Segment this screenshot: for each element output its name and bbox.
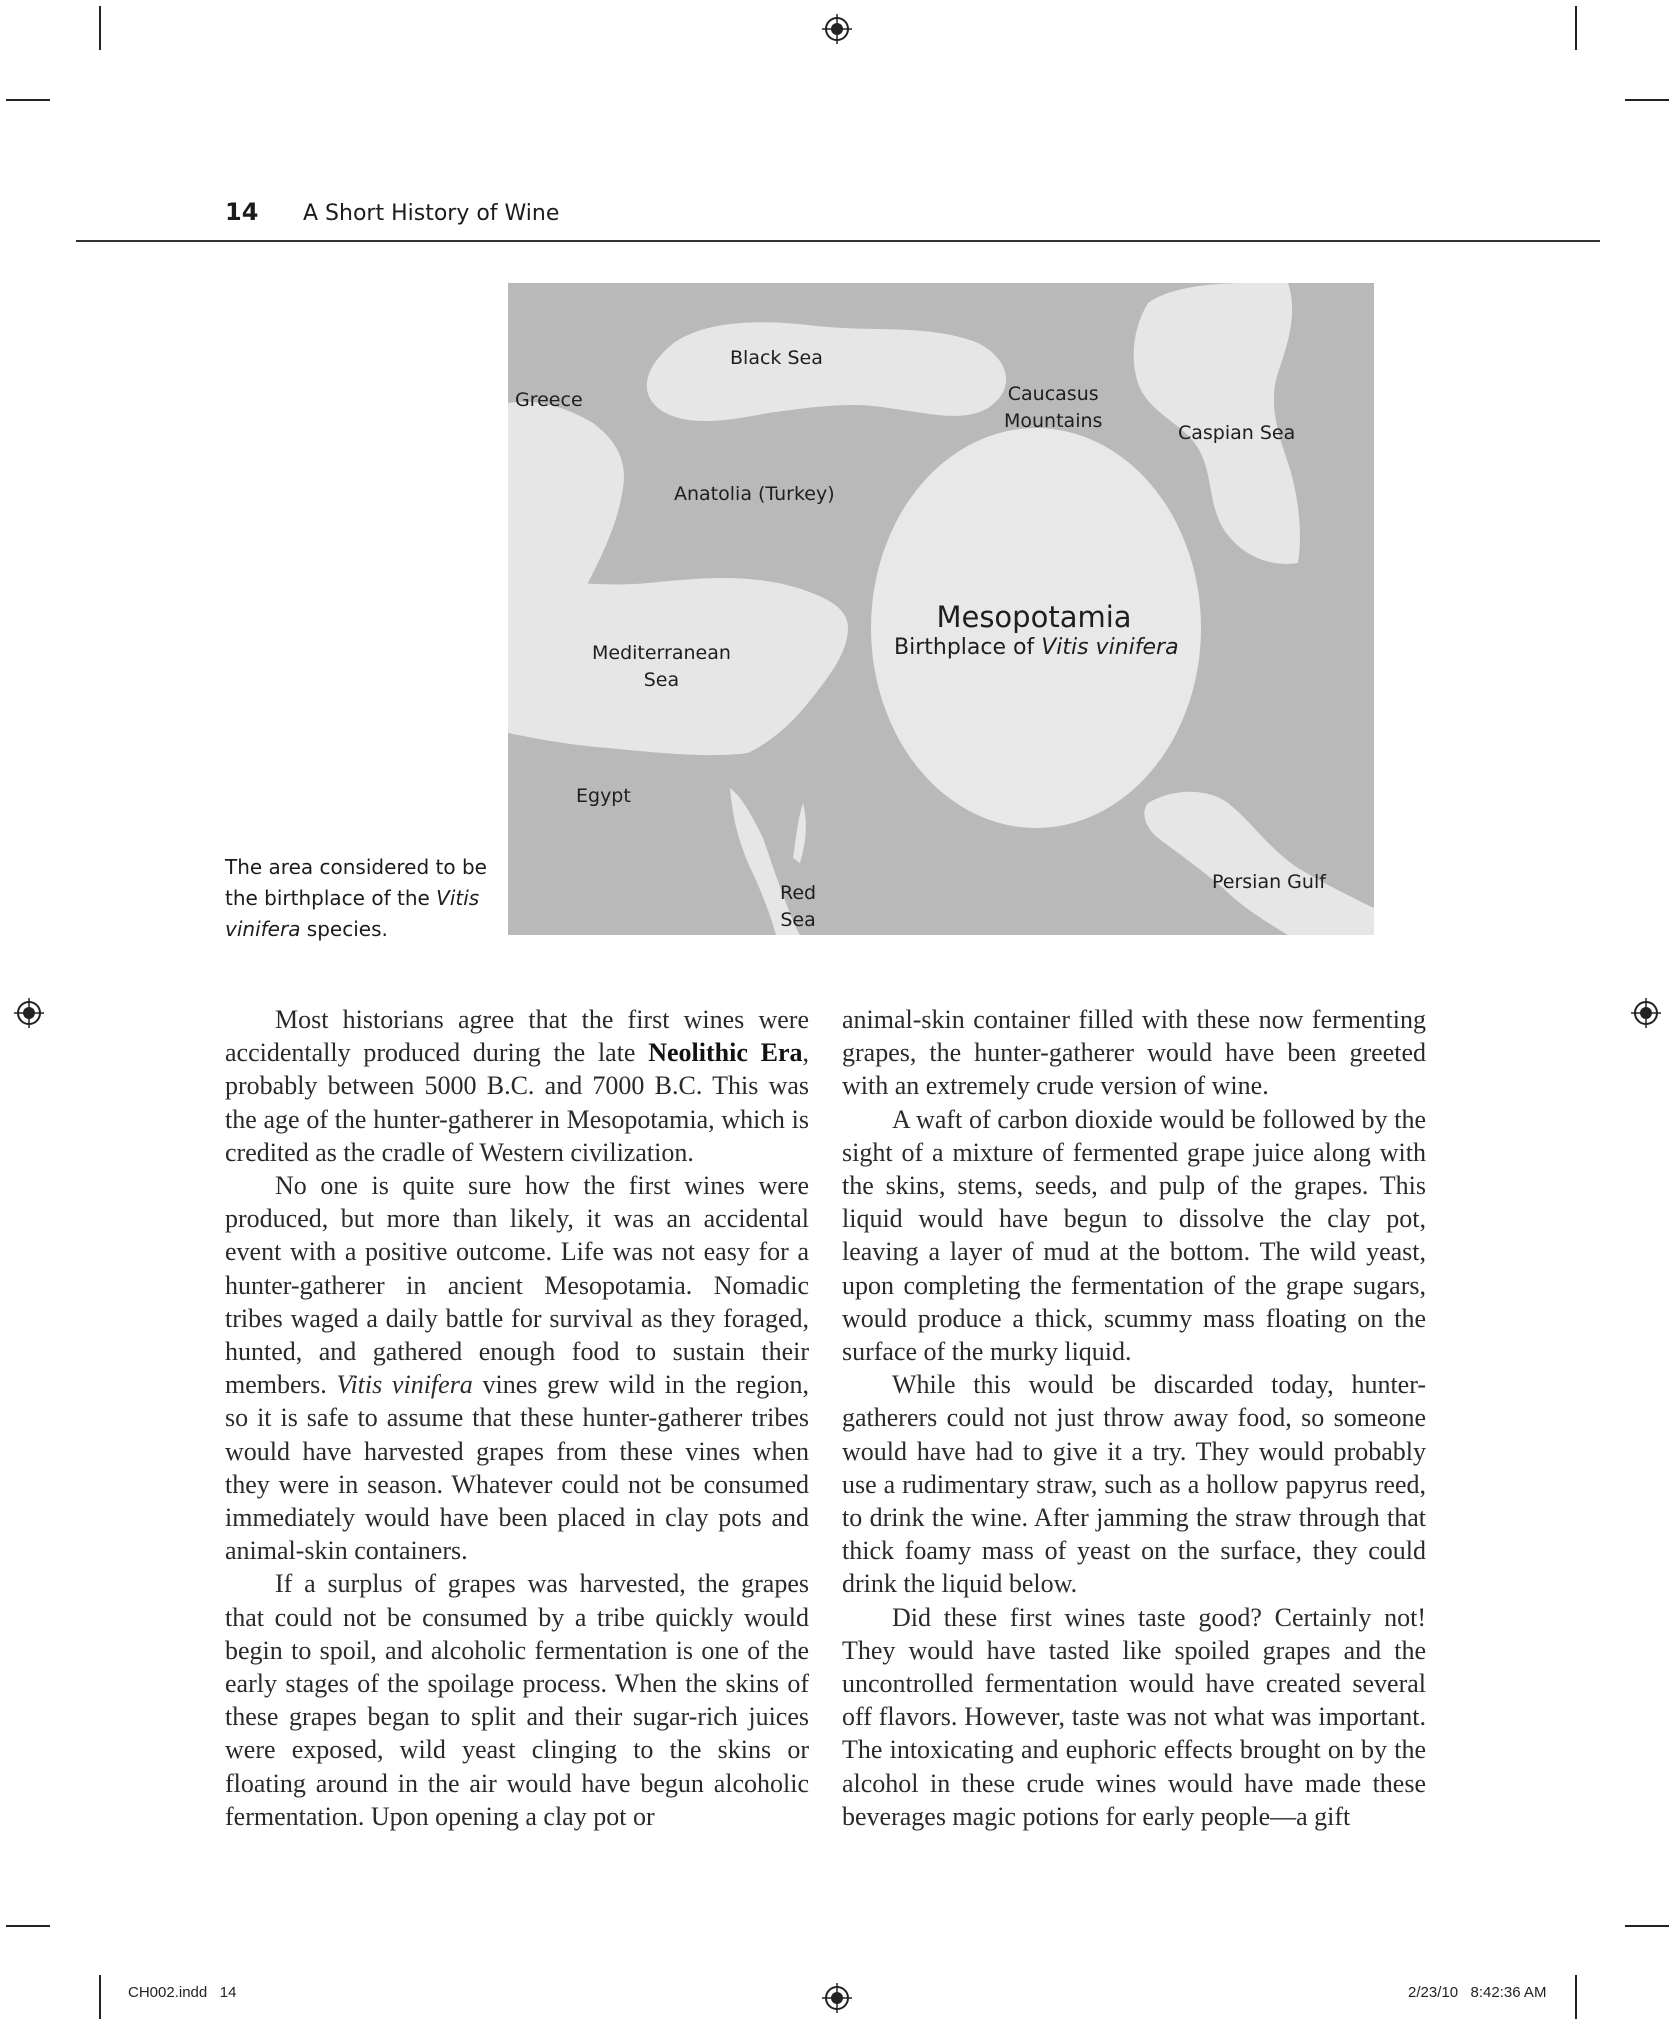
mesopotamia-title: Mesopotamia <box>936 600 1132 634</box>
header-rule <box>76 240 1600 242</box>
caption-species: Vitis vinifera <box>225 886 480 941</box>
registration-mark-icon <box>822 14 852 44</box>
paragraph: Most historians agree that the first wines were accidentally produced during the late Neolithic Era, probably between 5000 B.C. and 7000 B.C. This was the age of the hunter-gatherer in Mesopotamia, which is credited as the cradle of Western civilization. <box>225 1005 809 1167</box>
crop-mark <box>99 6 101 50</box>
mesopotamia-map <box>508 283 1374 935</box>
term-neolithic-era: Neolithic Era <box>648 1038 803 1068</box>
body-column-right <box>842 1003 1426 1833</box>
crop-mark <box>6 1925 50 1927</box>
page-number: 14 <box>225 198 259 226</box>
mesopotamia-subtitle: Birthplace of Vitis vinifera <box>894 635 1179 660</box>
label-caucasus-mountains: Caucasus Mountains <box>1004 383 1103 432</box>
crop-mark <box>99 1975 101 2019</box>
label-greece: Greece <box>515 389 583 411</box>
slug-file: CH002.indd 14 <box>128 1984 237 2001</box>
paragraph: animal-skin container filled with these now fermenting grapes, the hunter-gatherer would have been greeted with an extremely crude version of wine. <box>842 1005 1426 1101</box>
paragraph: If a surplus of grapes was harvested, the grapes that could not be consumed by a tribe quickly would begin to spoil, and alcoholic fermentation is one of the early stages of the spoilage process. When the skins of these grapes began to split and their sugar-rich juices were exposed, wild yeast clinging to the skins or floating around in the air would have begun alcoholic fermentation. Upon opening a clay pot or <box>225 1569 809 1831</box>
paragraph: While this would be discarded today, hunter-gatherers could not just throw away food, so someone would have had to give it a try. They would probably use a rudimentary straw, such as a hollow papyrus reed, to drink the wine. After jamming the straw through that thick foamy mass of yeast on the surface, they could drink the liquid below. <box>842 1370 1426 1599</box>
paragraph: A waft of carbon dioxide would be followed by the sight of a mixture of fermented grape juice along with the skins, stems, seeds, and pulp of the grapes. This liquid would have begun to dissolve the clay pot, leaving a layer of mud at the bottom. The wild yeast, upon completing the fermentation of the grape sugars, would produce a thick, scummy mass floating on the surface of the murky liquid. <box>842 1104 1426 1367</box>
crop-mark <box>1575 1975 1577 2019</box>
label-mesopotamia <box>894 600 1179 662</box>
label-anatolia: Anatolia (Turkey) <box>674 483 835 505</box>
label-egypt: Egypt <box>576 785 631 807</box>
label-red-sea: Red Sea <box>780 882 817 931</box>
paragraph: Did these first wines taste good? Certainly not! They would have tasted like spoiled grapes and the uncontrolled fermentation would have created several off flavors. However, taste was not what was important. The intoxicating and euphoric effects brought on by the alcohol in these crude wines would have made these beverages magic potions for early people—a gift <box>842 1602 1426 1831</box>
label-black-sea: Black Sea <box>730 347 823 369</box>
body-column-left <box>225 1003 809 1833</box>
book-title: A Short History of Wine <box>303 201 560 226</box>
crop-mark <box>1625 1925 1669 1927</box>
slug-timestamp: 2/23/10 8:42:36 AM <box>1408 1984 1547 2001</box>
label-mediterranean-sea: Mediterranean Sea <box>592 642 731 691</box>
paragraph: No one is quite sure how the first wines were produced, but more than likely, it was an accidental event with a positive outcome. Life was not easy for a hunter-gatherer in ancient Mesopotamia. Nomadic tribes waged a daily battle for survival as they foraged, hunted, and gathered enough food to sustain their members. Vitis vinifera vines grew wild in the region, so it is safe to assume that these hunter-gatherer tribes would have harvested grapes from these vines when they were in season. Whatever could not be consumed immediately would have been placed in clay pots and animal-skin containers. <box>225 1171 809 1566</box>
figure-caption: The area considered to be the birthplace of the Vitis vinifera species. <box>225 855 487 941</box>
registration-mark-icon <box>14 998 44 1028</box>
term-vitis-vinifera: Vitis vinifera <box>336 1370 473 1400</box>
label-caspian-sea: Caspian Sea <box>1178 422 1296 444</box>
crop-mark <box>1625 99 1669 101</box>
crop-mark <box>6 99 50 101</box>
crop-mark <box>1575 6 1577 50</box>
registration-mark-icon <box>822 1983 852 2013</box>
running-head <box>225 197 559 227</box>
registration-mark-icon <box>1631 998 1661 1028</box>
label-persian-gulf: Persian Gulf <box>1212 871 1326 893</box>
